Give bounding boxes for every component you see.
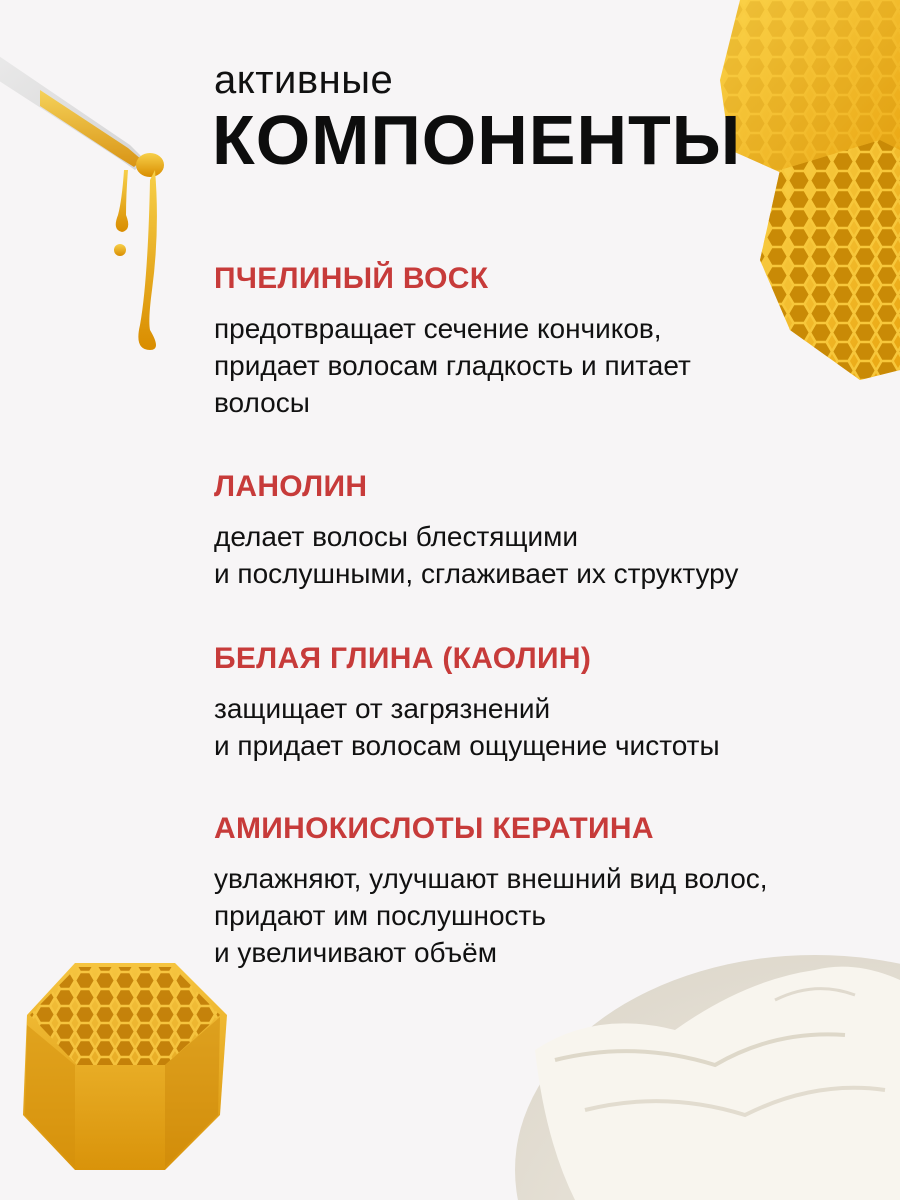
description-line: делает волосы блестящими bbox=[214, 521, 579, 552]
ingredient-heading: АМИНОКИСЛОТЫ КЕРАТИНА bbox=[214, 812, 654, 845]
ingredient-lanolin bbox=[214, 470, 874, 592]
description-line: придает волосам гладкость и питает bbox=[214, 350, 691, 381]
description-line: и увеличивают объём bbox=[214, 937, 497, 968]
ingredient-kaolin bbox=[214, 642, 874, 764]
page-title: КОМПОНЕНТЫ bbox=[212, 101, 742, 179]
description-line: увлажняют, улучшают внешний вид волос, bbox=[214, 863, 768, 894]
ingredient-heading: ЛАНОЛИН bbox=[214, 470, 368, 503]
ingredient-description bbox=[214, 518, 874, 592]
description-line: волосы bbox=[214, 387, 310, 418]
ingredient-description bbox=[214, 310, 874, 421]
description-line: и придает волосам ощущение чистоты bbox=[214, 730, 720, 761]
title-subtitle: активные bbox=[214, 58, 394, 102]
description-line: защищает от загрязнений bbox=[214, 693, 551, 724]
description-line: предотвращает сечение кончиков, bbox=[214, 313, 662, 344]
ingredient-beeswax bbox=[214, 262, 874, 421]
pipette-oil-drop-image bbox=[0, 20, 190, 360]
ingredient-heading: БЕЛАЯ ГЛИНА (КАОЛИН) bbox=[214, 642, 592, 675]
description-line: и послушными, сглаживает их структуру bbox=[214, 558, 739, 589]
description-line: придают им послушность bbox=[214, 900, 546, 931]
cream-plate-image bbox=[515, 940, 900, 1200]
honeycomb-bottom-left-image bbox=[15, 955, 235, 1180]
ingredient-heading: ПЧЕЛИНЫЙ ВОСК bbox=[214, 262, 489, 295]
ingredient-description bbox=[214, 690, 874, 764]
